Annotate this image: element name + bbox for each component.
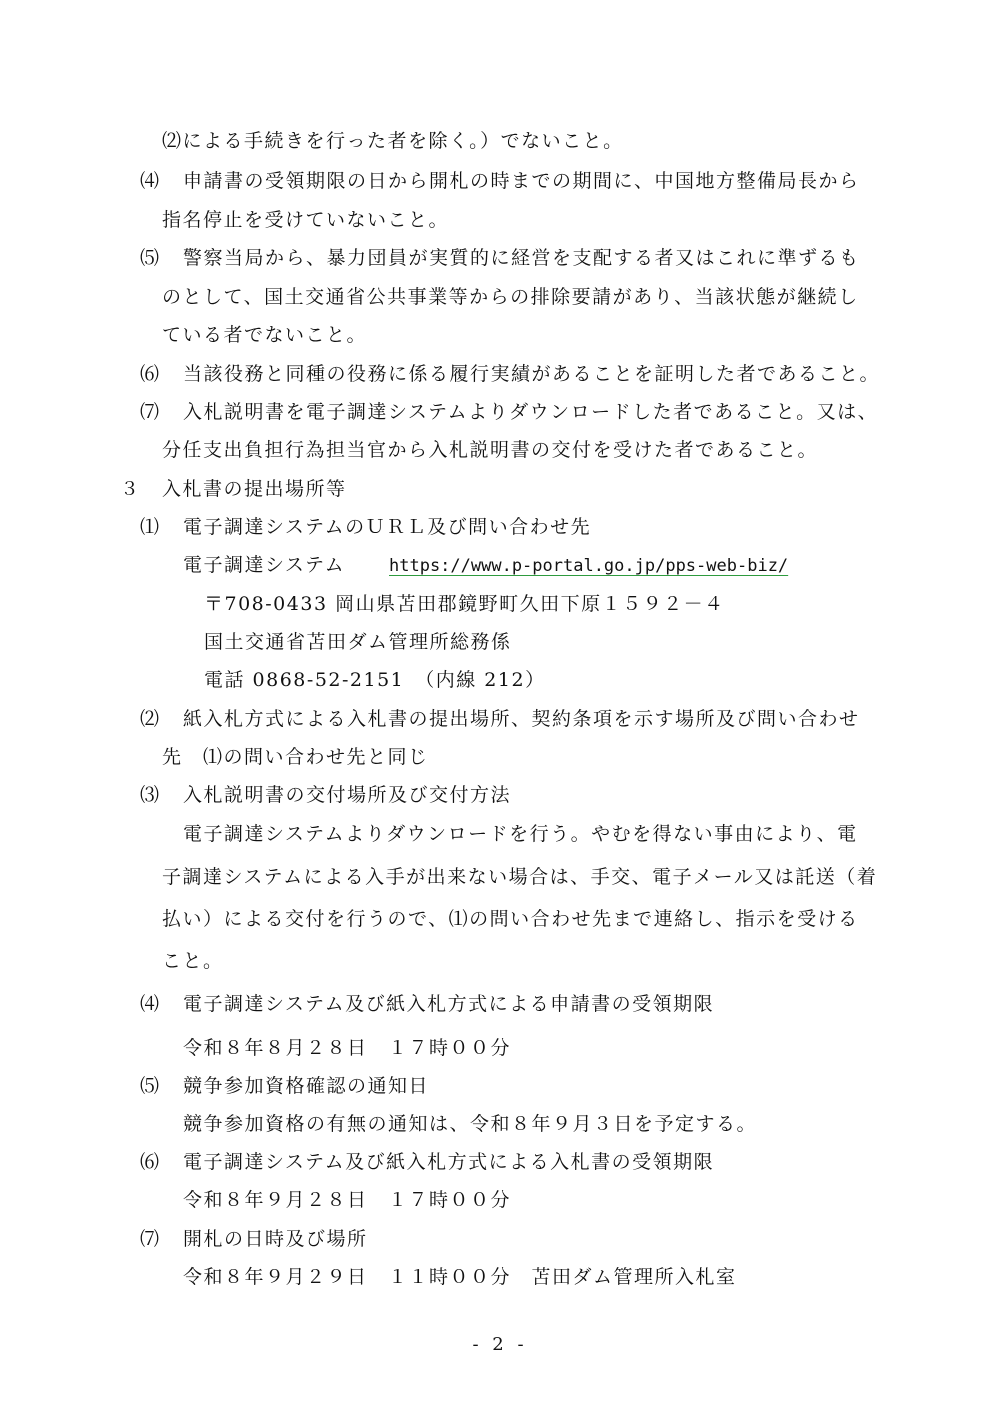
s3-number: ⑶	[140, 784, 161, 806]
item3-continuation: ⑵による手続きを行った者を除く。）でないこと。	[162, 130, 624, 152]
section3-number: ３	[120, 478, 141, 500]
s3-line3: 払い）による交付を行うので、⑴の問い合わせ先まで連絡し、指示を受ける	[162, 908, 859, 930]
s2-line2: 先 ⑴の問い合わせ先と同じ	[162, 746, 429, 768]
s5-title: 競争参加資格確認の通知日	[183, 1075, 430, 1097]
s3-title: 入札説明書の交付場所及び交付方法	[183, 784, 512, 806]
s1-address: 〒708-0433 岡山県苫田郡鏡野町久田下原１５９２－４	[204, 593, 725, 615]
item7-number: ⑺	[140, 401, 161, 423]
item7-line1: 入札説明書を電子調達システムよりダウンロードした者であること。又は、	[183, 401, 879, 423]
s1-title: 電子調達システムのＵＲＬ及び問い合わせ先	[183, 516, 592, 538]
s6-number: ⑹	[140, 1151, 161, 1173]
item5-line3: ている者でないこと。	[162, 324, 368, 346]
s3-line2: 子調達システムによる入手が出来ない場合は、手交、電子メール又は託送（着	[162, 866, 878, 888]
s1-url-link[interactable]: https://www.p-portal.go.jp/pps-web-biz/	[389, 556, 789, 576]
item6-number: ⑹	[140, 363, 161, 385]
item4-number: ⑷	[140, 170, 161, 192]
item4-line2: 指名停止を受けていないこと。	[162, 209, 450, 231]
s6-value: 令和８年９月２８日 １７時００分	[183, 1189, 512, 1211]
item5-number: ⑸	[140, 247, 161, 269]
s4-number: ⑷	[140, 993, 161, 1015]
s2-number: ⑵	[140, 708, 161, 730]
s6-title: 電子調達システム及び紙入札方式による入札書の受領期限	[183, 1151, 715, 1173]
s4-value: 令和８年８月２８日 １７時００分	[183, 1037, 512, 1059]
s7-number: ⑺	[140, 1228, 161, 1250]
s4-title: 電子調達システム及び紙入札方式による申請書の受領期限	[183, 993, 715, 1015]
page-number: - 2 -	[472, 1334, 528, 1355]
s5-number: ⑸	[140, 1075, 161, 1097]
s1-phone: 電話 0868-52-2151 （内線 212）	[204, 669, 546, 691]
s7-value: 令和８年９月２９日 １１時００分 苫田ダム管理所入札室	[183, 1266, 737, 1288]
item5-line2: のとして、国土交通省公共事業等からの排除要請があり、当該状態が継続し	[162, 286, 859, 308]
s3-line4: こと。	[162, 950, 224, 972]
s5-value: 競争参加資格の有無の通知は、令和８年９月３日を予定する。	[183, 1113, 758, 1135]
s3-line1: 電子調達システムよりダウンロードを行う。やむを得ない事由により、電	[183, 823, 858, 845]
s2-line1: 紙入札方式による入札書の提出場所、契約条項を示す場所及び問い合わせ	[183, 708, 860, 730]
item6-line1: 当該役務と同種の役務に係る履行実績があることを証明した者であること。	[183, 363, 881, 385]
s7-title: 開札の日時及び場所	[183, 1228, 368, 1250]
section3-title: 入札書の提出場所等	[162, 478, 347, 500]
item7-line2: 分任支出負担行為担当官から入札説明書の交付を受けた者であること。	[162, 439, 819, 461]
s1-number: ⑴	[140, 516, 161, 538]
s1-office: 国土交通省苫田ダム管理所総務係	[204, 631, 512, 653]
item5-line1: 警察当局から、暴力団員が実質的に経営を支配する者又はこれに準ずるも	[183, 247, 860, 269]
s1-system-label: 電子調達システム	[183, 554, 346, 576]
item4-line1: 申請書の受領期限の日から開札の時までの期間に、中国地方整備局長から	[183, 170, 860, 192]
